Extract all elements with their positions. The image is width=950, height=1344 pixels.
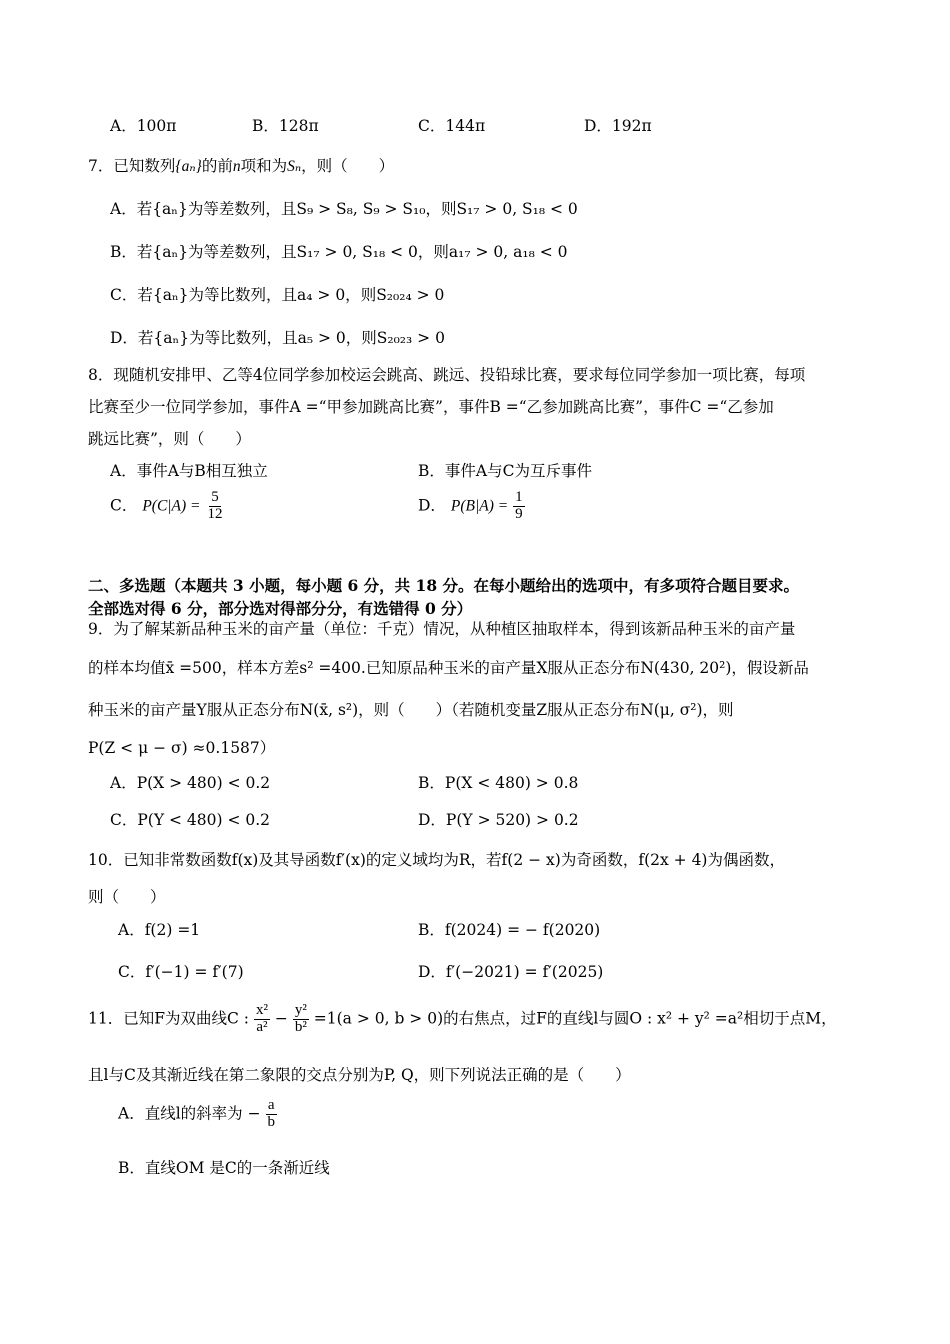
q11-a-denominator: b — [267, 1113, 276, 1130]
q6-option-b[interactable]: B．128π — [252, 117, 319, 135]
q11-option-a[interactable] — [118, 1098, 277, 1131]
q9-line-1: 9．为了解某新品种玉米的亩产量（单位：千克）情况，从种植区抽取样本，得到该新品种玉米的亩产量 — [88, 620, 796, 638]
q7-sn: Sₙ — [287, 158, 302, 175]
q9-option-d[interactable]: D．P(Y > 520) > 0.2 — [418, 811, 579, 829]
q8-c-numerator: 5 — [211, 489, 219, 505]
q11-option-a-fraction — [266, 1098, 278, 1131]
q11-line-1-b: =1(a > 0, b > 0)的右焦点，过F的直线l与圆O : x² + y² =a²相切于点M， — [313, 1009, 837, 1028]
q10-line-1: 10．已知非常数函数f(x)及其导函数f′(x)的定义域均为R，若f(2 − x)为奇函数，f(2x + 4)为偶函数， — [88, 851, 785, 869]
q7-stem-a: 7．已知数列 — [88, 157, 176, 175]
q11-y-fraction — [293, 1003, 309, 1036]
q11-option-b[interactable]: B．直线OM 是C的一条渐近线 — [118, 1159, 330, 1177]
q6-option-a[interactable]: A．100π — [110, 117, 177, 135]
q7-option-d[interactable]: D．若{aₙ}为等比数列，且a₅ > 0，则S₂₀₂₃ > 0 — [110, 329, 445, 347]
q11-a-numerator: a — [267, 1097, 275, 1113]
q11-line-2: 且l与C及其渐近线在第二象限的交点分别为P, Q，则下列说法正确的是（ ） — [88, 1066, 631, 1084]
q10-option-a[interactable]: A．f(2) =1 — [118, 921, 201, 939]
q8-option-d-label: D． — [418, 496, 446, 515]
q8-option-d[interactable] — [418, 490, 525, 523]
q8-option-c-label: C． — [110, 496, 138, 515]
q8-option-c-fraction — [205, 490, 224, 523]
q9-line-4: P(Z < μ − σ) ≈0.1587） — [88, 739, 276, 757]
q7-option-b[interactable]: B．若{aₙ}为等差数列，且S₁₇ > 0, S₁₈ < 0，则a₁₇ > 0, a₁₈ < 0 — [110, 243, 568, 261]
q11-y2: y² — [294, 1002, 307, 1018]
q9-line-3: 种玉米的亩产量Y服从正态分布N(x̄, s²)，则（ ）（若随机变量Z服从正态分布N(μ, σ²)，则 — [88, 701, 734, 719]
q9-option-c[interactable]: C．P(Y < 480) < 0.2 — [110, 811, 271, 829]
q8-line-1: 8．现随机安排甲、乙等4位同学参加校运会跳高、跳远、投铅球比赛，要求每位同学参加一项比赛，每项 — [88, 366, 806, 384]
q10-option-c[interactable]: C．f′(−1) = f′(7) — [118, 963, 244, 981]
q7-stem-b: 的前 — [201, 157, 233, 175]
q10-option-d[interactable]: D．f′(−2021) = f′(2025) — [418, 963, 604, 981]
q8-option-d-expr: P(B|A) = — [450, 497, 509, 515]
section-2-heading-line-1: 二、多选题（本题共 3 小题，每小题 6 分，共 18 分。在每小题给出的选项中，有多项符合题目要求。 — [88, 576, 800, 595]
q11-minus: − — [274, 1009, 288, 1028]
section-2-heading-line-2: 全部选对得 6 分，部分选对得部分分，有选错得 0 分） — [88, 599, 473, 618]
q10-option-b[interactable]: B．f(2024) = − f(2020) — [418, 921, 601, 939]
q7-n: n — [232, 158, 241, 175]
q11-b2: b² — [294, 1018, 307, 1035]
q8-d-denominator: 9 — [515, 505, 523, 522]
q7-stem-d: ，则（ ） — [301, 157, 395, 175]
q9-option-a[interactable]: A．P(X > 480) < 0.2 — [110, 774, 271, 792]
q7-seq: {aₙ} — [175, 158, 202, 175]
q8-option-d-fraction — [513, 490, 525, 523]
q11-x2: x² — [255, 1002, 268, 1018]
q10-line-2: 则（ ） — [88, 888, 166, 906]
q7-stem — [88, 154, 394, 176]
q8-d-numerator: 1 — [515, 489, 523, 505]
q9-option-b[interactable]: B．P(X < 480) > 0.8 — [418, 774, 579, 792]
q7-option-c[interactable]: C．若{aₙ}为等比数列，且a₄ > 0，则S₂₀₂₄ > 0 — [110, 286, 445, 304]
q11-line-1 — [88, 1003, 837, 1036]
q8-line-2: 比赛至少一位同学参加，事件A =“甲参加跳高比赛”，事件B =“乙参加跳高比赛”，事件C =“乙参加 — [88, 398, 774, 416]
q6-option-c[interactable]: C．144π — [418, 117, 486, 135]
q7-stem-c: 项和为 — [240, 157, 288, 175]
q11-a2: a² — [256, 1018, 268, 1035]
q8-option-b[interactable]: B．事件A与C为互斥事件 — [418, 462, 592, 480]
q8-option-c[interactable] — [110, 490, 224, 523]
q7-option-a[interactable]: A．若{aₙ}为等差数列，且S₉ > S₈, S₉ > S₁₀，则S₁₇ > 0, S₁₈ < 0 — [110, 200, 578, 218]
q8-c-denominator: 12 — [207, 505, 223, 522]
q8-option-c-expr: P(C|A) = — [142, 497, 201, 515]
q9-line-2: 的样本均值x̄ =500，样本方差s² =400.已知原品种玉米的亩产量X服从正态分布N(430, 20²)，假设新品 — [88, 659, 809, 677]
q8-line-3: 跳远比赛”，则（ ） — [88, 430, 251, 448]
q11-option-a-text: A．直线l的斜率为 − — [118, 1104, 261, 1123]
q11-x-fraction — [254, 1003, 270, 1036]
q8-option-a[interactable]: A．事件A与B相互独立 — [110, 462, 268, 480]
q6-option-d[interactable]: D．192π — [584, 117, 652, 135]
q11-line-1-a: 11．已知F为双曲线C : — [88, 1009, 249, 1028]
